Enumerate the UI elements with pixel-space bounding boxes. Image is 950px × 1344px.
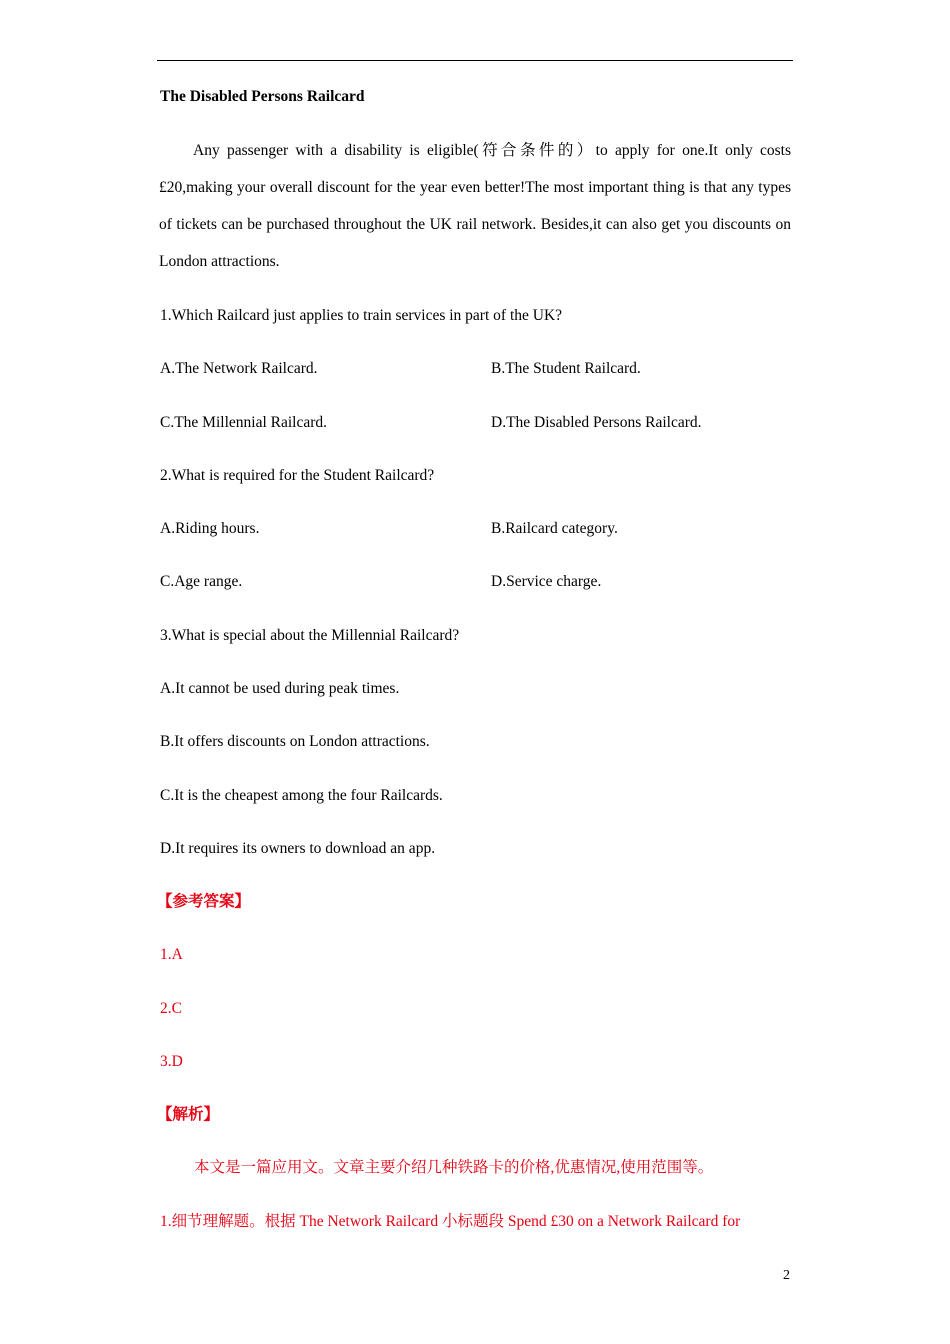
question-3-option-d: D.It requires its owners to download an app. [160,840,436,857]
passage-paragraph: Any passenger with a disability is eligible(符合条件的）to apply for one.It only costs £20,making your overall discount for the year even better!The most important thing is that any types of tickets can be purchased throughout the UK rail network. Besides,it can also get you discounts on London attractions. [159,142,791,270]
header-rule [157,60,793,61]
analysis-intro: 本文是一篇应用文。文章主要介绍几种铁路卡的价格,优惠情况,使用范围等。 [194,1159,714,1176]
analysis-line-1: 1.细节理解题。根据 The Network Railcard 小标题段 Spend £30 on a Network Railcard for [160,1213,741,1230]
analysis-heading: 【解析】 [157,1106,220,1123]
question-1-option-a: A.The Network Railcard. [160,360,318,377]
question-1-option-b: B.The Student Railcard. [491,360,641,377]
question-3-option-b: B.It offers discounts on London attractions. [160,733,430,750]
answer-2: 2.C [160,1000,182,1017]
question-2-stem: 2.What is required for the Student Railcard? [160,467,435,484]
page-number: 2 [783,1268,790,1283]
answer-heading: 【参考答案】 [157,893,251,910]
answer-3: 3.D [160,1053,183,1070]
question-2-option-c: C.Age range. [160,573,243,590]
question-1-option-d: D.The Disabled Persons Railcard. [491,414,702,431]
question-1-option-c: C.The Millennial Railcard. [160,414,328,431]
question-1-stem: 1.Which Railcard just applies to train services in part of the UK? [160,307,563,324]
answer-1: 1.A [160,946,183,963]
question-3-option-a: A.It cannot be used during peak times. [160,680,400,697]
question-2-option-a: A.Riding hours. [160,520,260,537]
question-3-stem: 3.What is special about the Millennial Railcard? [160,627,460,644]
section-title: The Disabled Persons Railcard [160,88,365,105]
question-2-option-d: D.Service charge. [491,573,602,590]
question-3-option-c: C.It is the cheapest among the four Railcards. [160,787,443,804]
question-2-option-b: B.Railcard category. [491,520,618,537]
